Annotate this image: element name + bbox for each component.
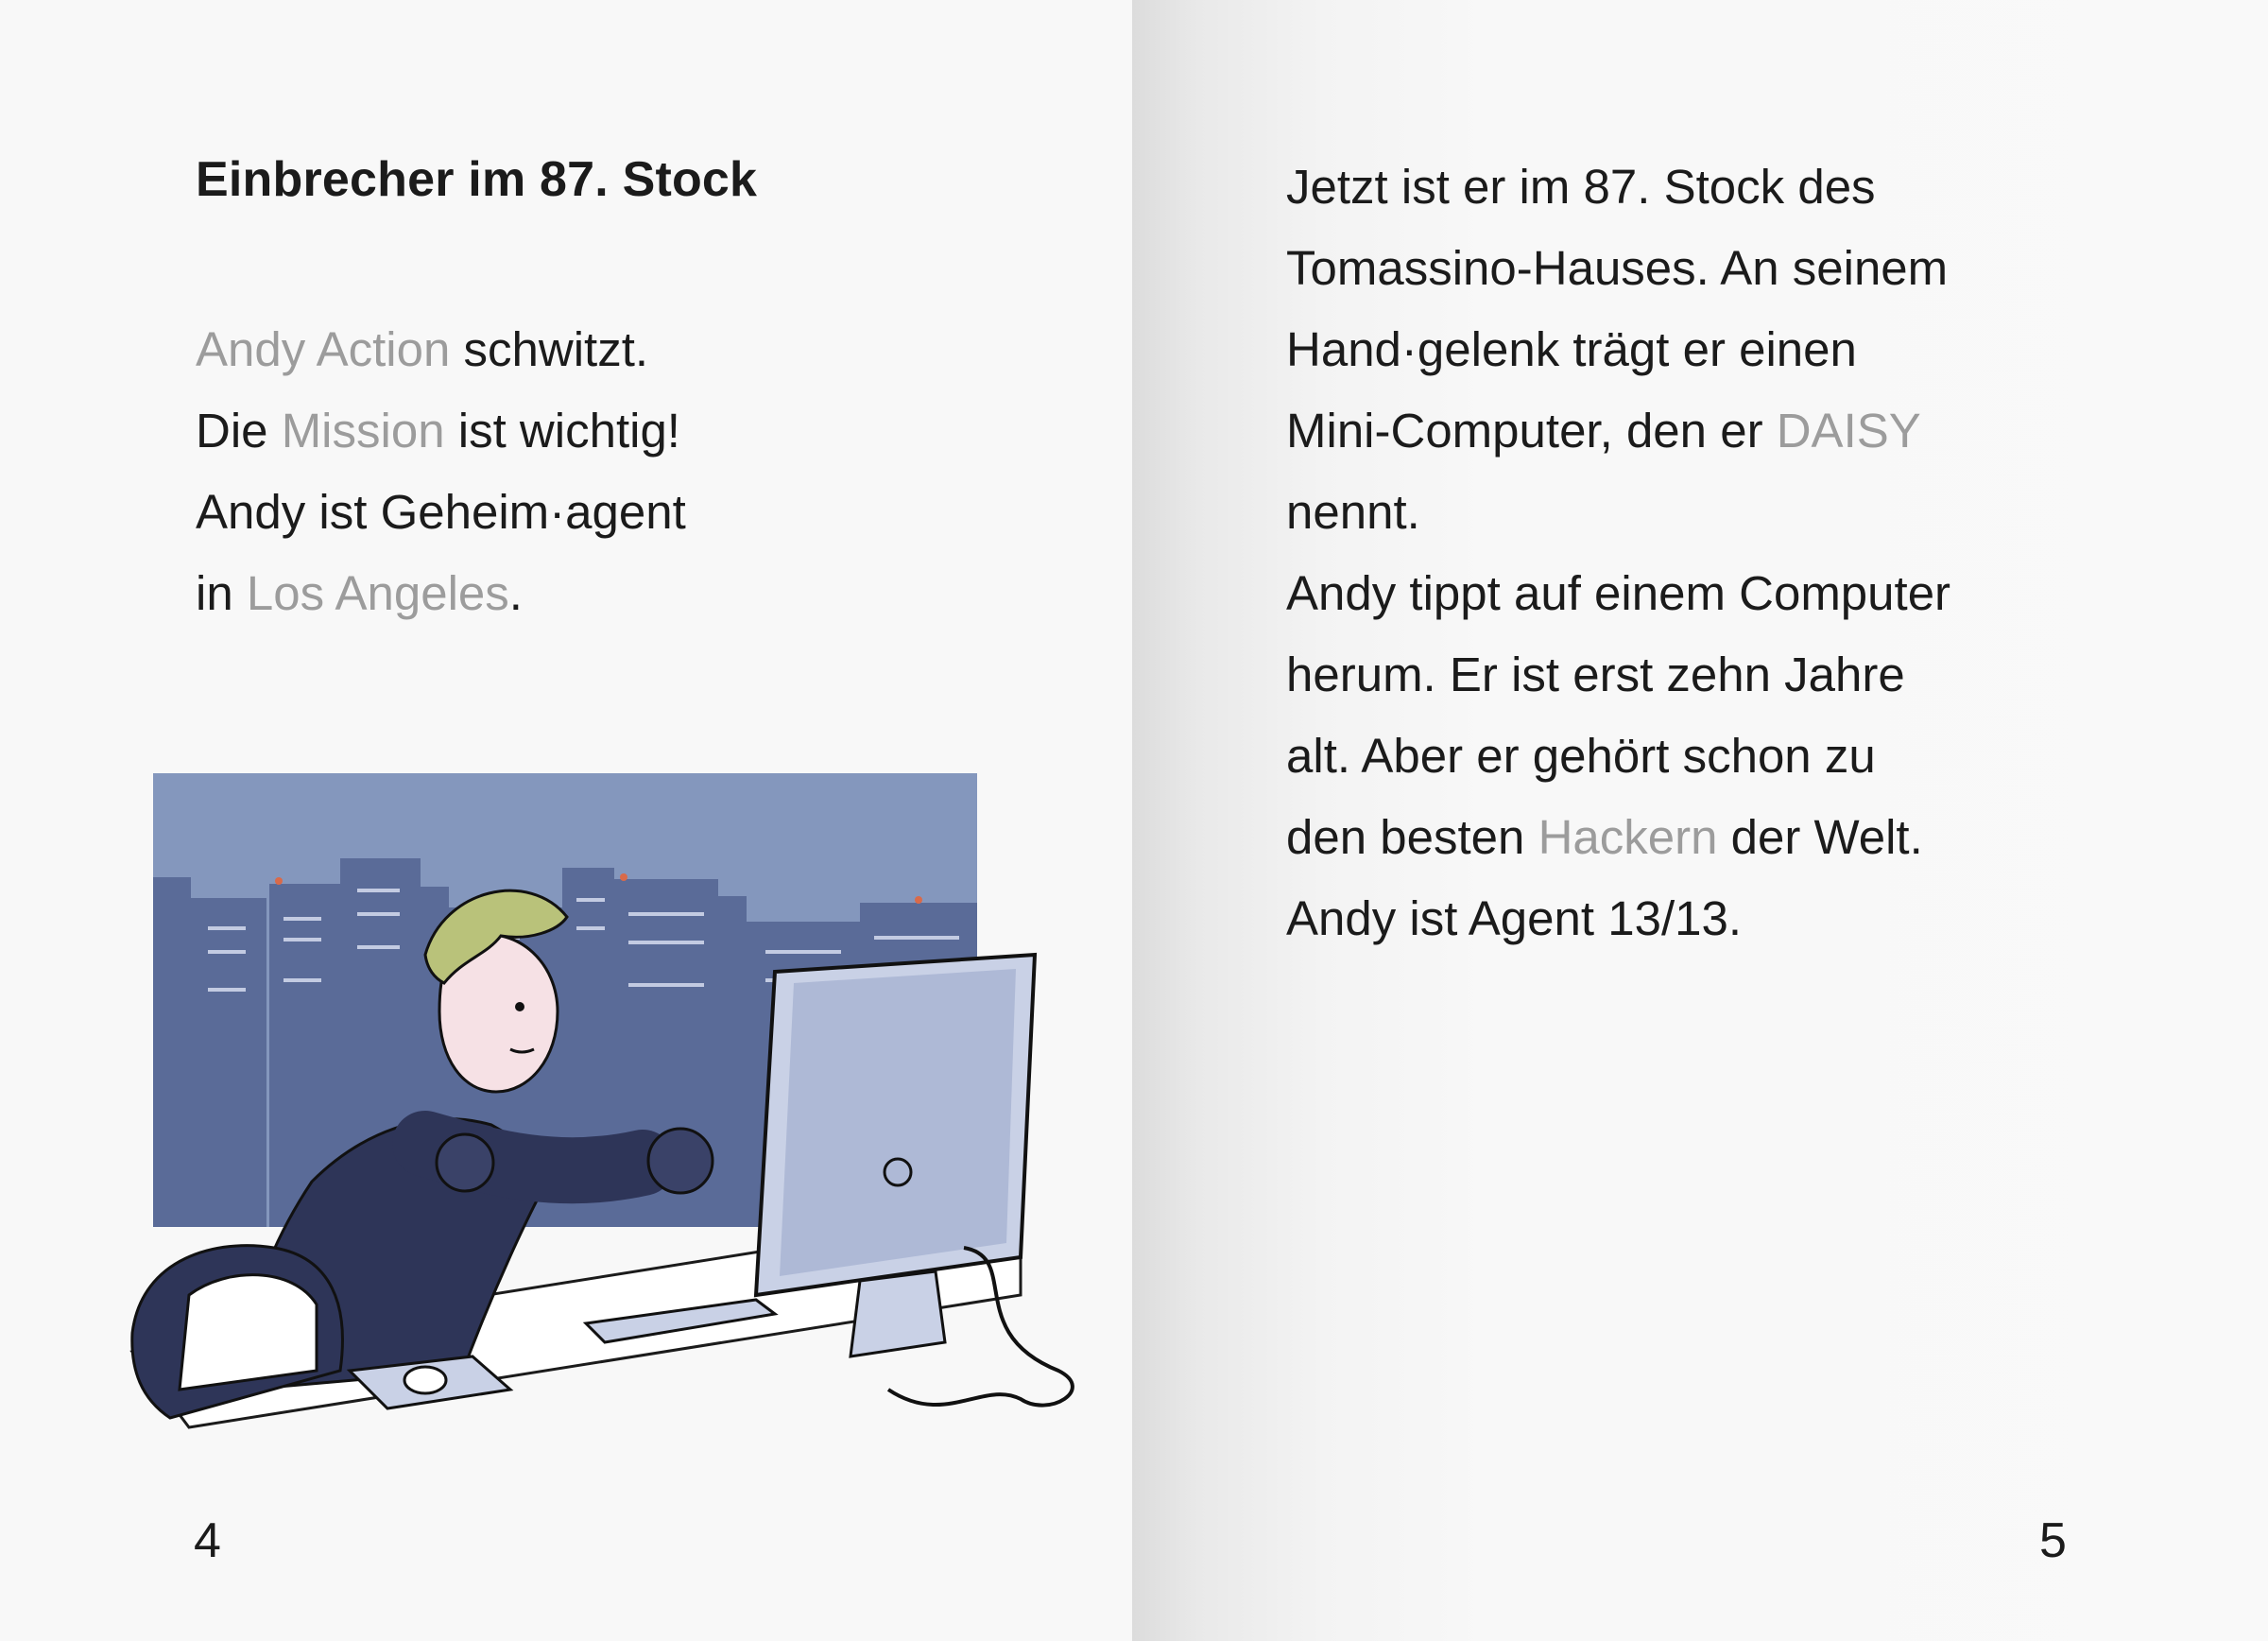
chapter-title: Einbrecher im 87. Stock	[196, 152, 758, 207]
text-segment: herum. Er ist erst zehn Jahre	[1286, 648, 1905, 701]
text-line	[196, 553, 686, 634]
text-line	[1286, 390, 1950, 472]
text-line	[1286, 472, 1950, 553]
text-segment: Tomassino-Hauses. An seinem	[1286, 241, 1949, 295]
left-page-text	[196, 309, 686, 634]
helmet-visor	[180, 1275, 317, 1390]
left-page	[0, 0, 1132, 1641]
page-number-left: 4	[194, 1513, 221, 1568]
text-line	[1286, 228, 1950, 309]
text-line	[1286, 878, 1950, 959]
monitor-stand	[850, 1271, 945, 1356]
text-line	[1286, 797, 1950, 878]
text-line	[1286, 309, 1950, 390]
illustration-boy-hacker	[113, 766, 1096, 1446]
text-segment: Andy tippt auf einem Computer	[1286, 566, 1951, 620]
text-line	[1286, 147, 1950, 228]
text-line	[1286, 716, 1950, 797]
text-line	[1286, 553, 1950, 634]
text-segment: Andy ist Geheim·agent	[196, 485, 686, 539]
text-segment: Die	[196, 404, 282, 458]
text-segment: den besten	[1286, 810, 1538, 864]
right-page	[1132, 0, 2268, 1641]
page-number-right: 5	[2039, 1513, 2067, 1568]
text-highlight: Mission	[281, 404, 445, 458]
text-highlight: Los Angeles	[246, 566, 509, 620]
boy-eye	[515, 1002, 524, 1011]
text-line	[196, 309, 686, 390]
boy-glove	[648, 1129, 713, 1193]
right-page-text	[1286, 147, 1950, 959]
monitor-back	[780, 969, 1016, 1276]
text-line	[196, 390, 686, 472]
text-segment: ist wichtig!	[444, 404, 680, 458]
text-segment: in	[196, 566, 247, 620]
text-line	[196, 472, 686, 553]
text-segment: Hand·gelenk trägt er einen	[1286, 322, 1857, 376]
text-highlight: Hackern	[1538, 810, 1718, 864]
text-segment: Mini-Computer, den er	[1286, 404, 1777, 458]
text-highlight: Andy Action	[196, 322, 451, 376]
boy-glove	[437, 1134, 493, 1191]
text-segment: .	[508, 566, 523, 620]
text-segment: der Welt.	[1717, 810, 1923, 864]
text-line	[1286, 634, 1950, 716]
text-segment: schwitzt.	[450, 322, 649, 376]
text-segment: Andy ist Agent 13/13.	[1286, 891, 1743, 945]
text-segment: nennt.	[1286, 485, 1420, 539]
monitor-cable-port	[885, 1159, 911, 1185]
computer-mouse	[404, 1367, 446, 1393]
text-segment: alt. Aber er gehört schon zu	[1286, 729, 1876, 783]
text-highlight: DAISY	[1776, 404, 1921, 458]
text-segment: Jetzt ist er im 87. Stock des	[1286, 160, 1876, 214]
